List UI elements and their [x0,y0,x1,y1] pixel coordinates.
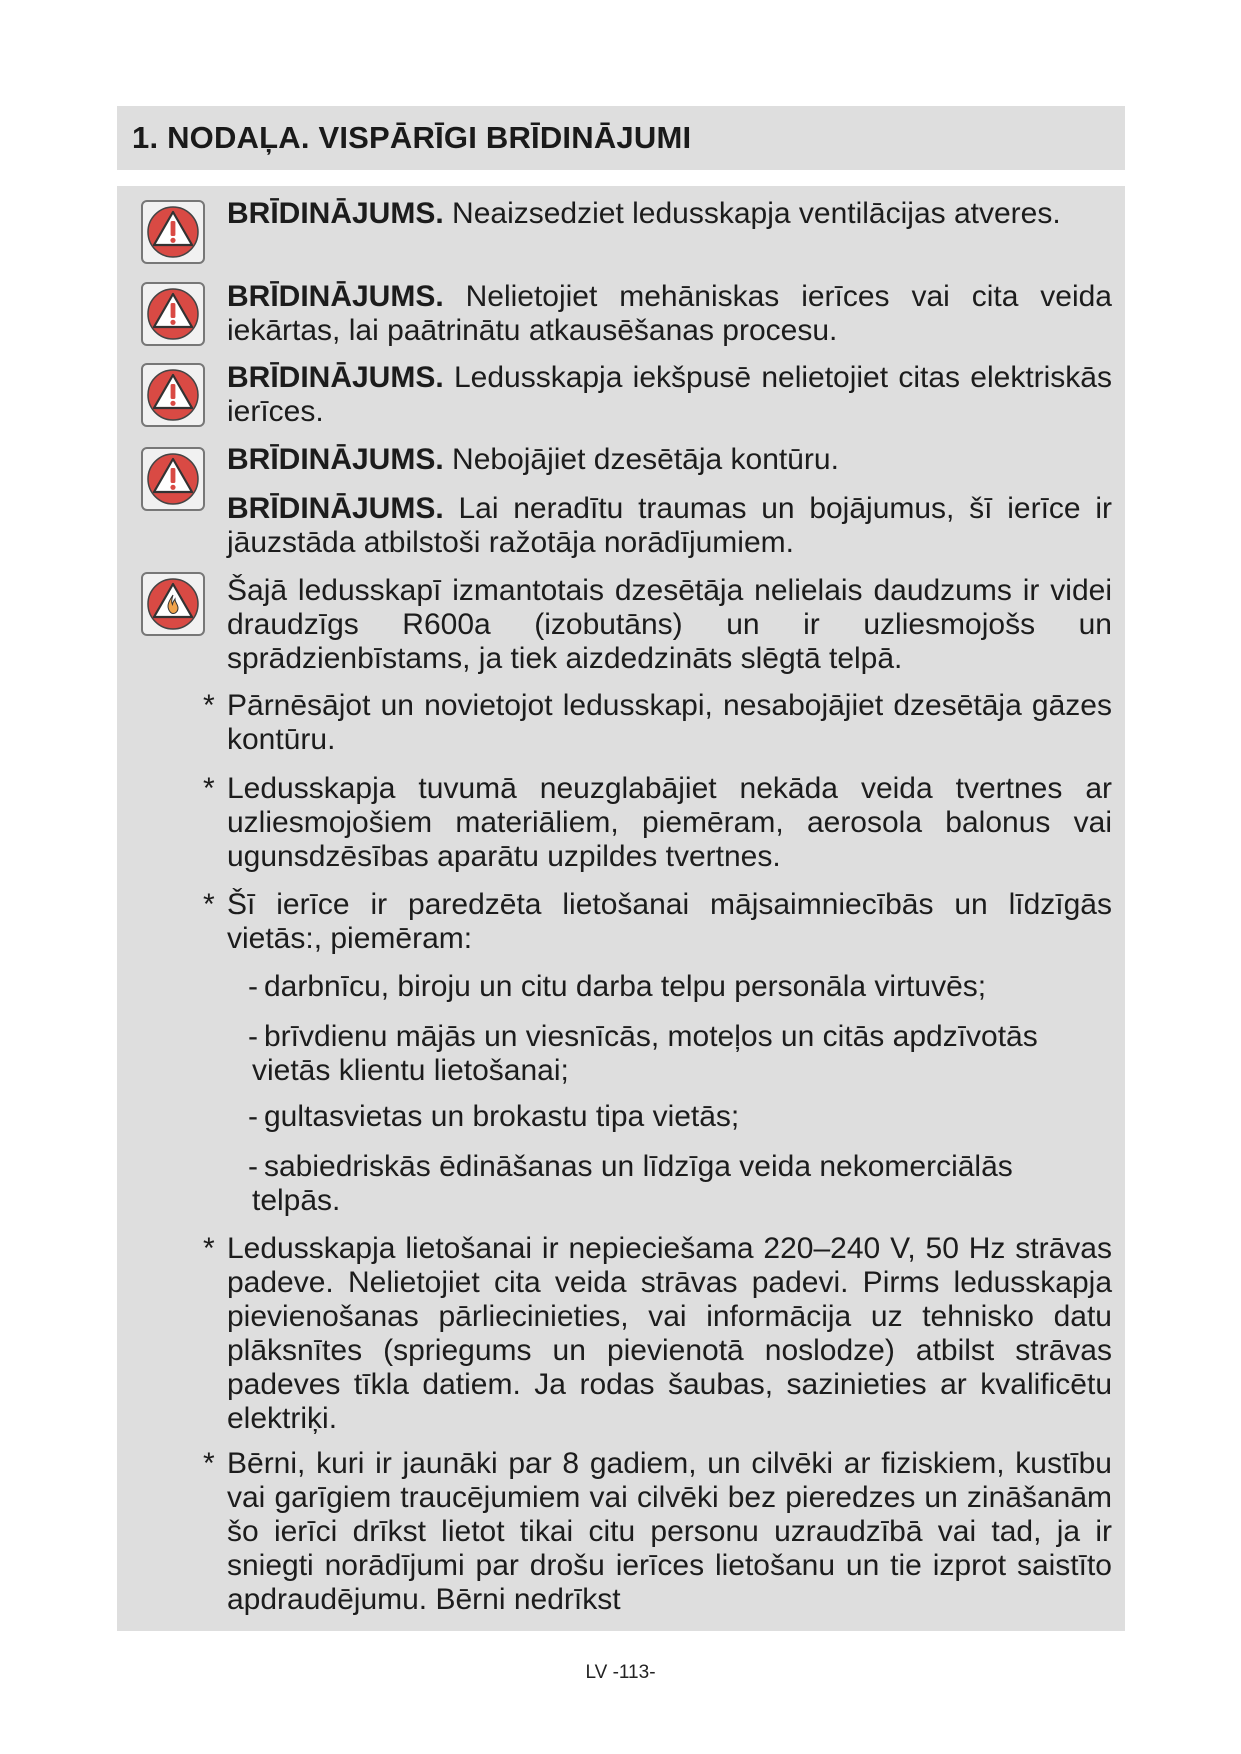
warning-label: BRĪDINĀJUMS. [227,443,444,476]
sub-item-text: sabiedriskās ēdināšanas un līdzīga veida nekomerciālās [264,1150,1013,1183]
sub-marker: - [248,970,258,1003]
sub-item-text-continued: telpās. [252,1184,341,1217]
sub-item-text: brīvdienu mājās un viesnīcās, moteļos un citās apdzīvotās [264,1020,1038,1053]
sub-marker: - [248,1150,258,1183]
warning-icon [140,199,206,265]
warning-text: Nelietojiet mehāniskas ierīces vai cita veida iekārtas, lai paātrinātu atkausēšanas procesu. [227,280,1112,347]
warning-label: BRĪDINĀJUMS. [227,492,444,525]
flammable-icon [140,571,206,637]
warning-label: BRĪDINĀJUMS. [227,280,444,313]
bullet-3: Šī ierīce ir paredzēta lietošanai mājsaimniecībās un līdzīgās vietās:, piemēram: [227,888,1112,955]
bullet-1: Pārnēsājot un novietojot ledusskapi, nesabojājiet dzesētāja gāzes kontūru. [227,689,1112,756]
bullet-2: Ledusskapja tuvumā neuzglabājiet nekāda veida tvertnes ar uzliesmojošiem materiāliem, piemēram, aerosola balonus vai ugunsdzēsības aparātu uzpildes tvertnes. [227,772,1112,873]
sub-item [248,1020,1133,1088]
warning-text: Ledusskapja iekšpusē nelietojiet citas elektriskās ierīces. [227,361,1112,428]
section-header [117,106,1125,170]
sub-item [248,970,1133,1004]
warning-5 [227,492,1112,560]
bullet-marker: * [203,1232,215,1265]
page-number: LV -113- [585,1662,656,1683]
flammable-note: Šajā ledusskapī izmantotais dzesētāja nelielais daudzums ir videi draudzīgs R600a (izobutāns) un ir uzliesmojošs un sprādzienbīstams, ja tiek aizdedzināts slēgtā telpā. [227,574,1112,675]
sub-item-text: darbnīcu, biroju un citu darba telpu personāla virtuvēs; [264,970,987,1003]
warning-2 [227,280,1112,348]
warning-text: Lai neradītu traumas un bojājumus, šī ierīce ir jāuzstāda atbilstoši ražotāja norādījumiem. [227,492,1112,559]
sub-item-text-continued: vietās klientu lietošanai; [252,1054,569,1087]
bullet-4: Ledusskapja lietošanai ir nepieciešama 220–240 V, 50 Hz strāvas padeve. Nelietojiet cita veida strāvas padevi. Pirms ledusskapja pievienošanas pārliecinieties, vai informācija uz tehnisko datu plāksnītes (spriegums un pievienotā noslodze) atbilst strāvas padeves tīkla datiem. Ja rodas šaubas, sazinieties ar kvalificētu elektriķi. [227,1232,1112,1435]
warning-label: BRĪDINĀJUMS. [227,197,444,230]
sub-item-text: gultasvietas un brokastu tipa vietās; [264,1100,740,1133]
sub-item [248,1100,1133,1134]
warning-icon [140,362,206,428]
sub-item [248,1150,1133,1218]
warning-text: Neaizsedziet ledusskapja ventilācijas atveres. [452,197,1061,230]
warning-3 [227,361,1112,429]
warning-icon [140,281,206,347]
warning-icon [140,446,206,512]
bullet-marker: * [203,1447,215,1480]
warning-4 [227,443,1112,477]
bullet-marker: * [203,772,215,805]
bullet-marker: * [203,888,215,921]
sub-marker: - [248,1100,258,1133]
warning-label: BRĪDINĀJUMS. [227,361,444,394]
warning-1 [227,197,1112,231]
section-title: 1. NODAĻA. VISPĀRĪGI BRĪDINĀJUMI [132,120,692,155]
sub-marker: - [248,1020,258,1053]
bullet-5: Bērni, kuri ir jaunāki par 8 gadiem, un cilvēki ar fiziskiem, kustību vai garīgiem traucējumiem vai cilvēki bez pieredzes un zināšanām šo ierīci drīkst lietot tikai citu personu uzraudzībā vai tad, ja ir sniegti norādījumi par drošu ierīces lietošanu un tie izprot saistīto apdraudējumu. Bērni nedrīkst [227,1447,1112,1616]
bullet-marker: * [203,689,215,722]
warning-text: Nebojājiet dzesētāja kontūru. [452,443,839,476]
